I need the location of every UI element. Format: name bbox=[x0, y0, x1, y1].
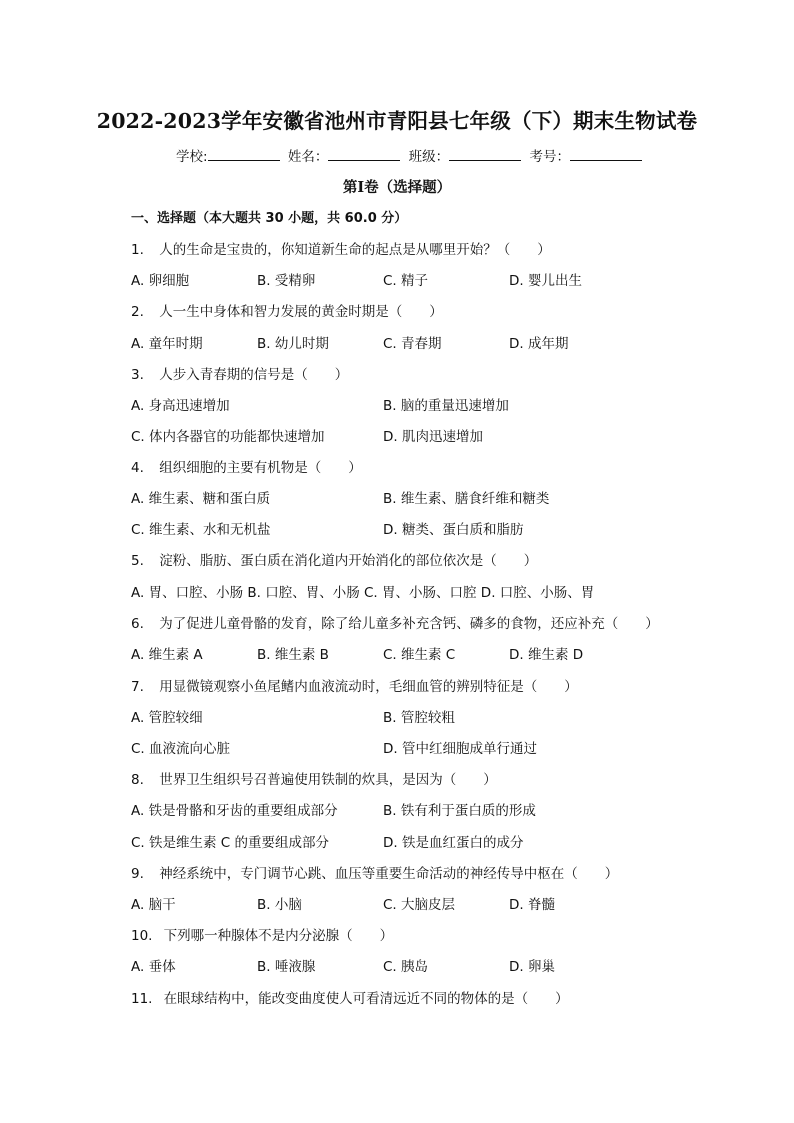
exam-number-label: 考号： bbox=[529, 149, 570, 165]
school-label: 学校: bbox=[176, 149, 208, 165]
class-label: 班级： bbox=[408, 149, 450, 165]
option-b[interactable]: B. 脑的重量迅速增加 bbox=[383, 398, 509, 414]
option-a[interactable]: A. 脑干 bbox=[131, 897, 176, 913]
option-a[interactable]: A. 身高迅速增加 bbox=[131, 398, 230, 414]
option-a[interactable]: A. 铁是骨骼和牙齿的重要组成部分 bbox=[131, 803, 338, 819]
option-d[interactable]: D. 肌肉迅速增加 bbox=[383, 429, 483, 445]
student-info bbox=[176, 145, 656, 165]
option-c[interactable]: C. 铁是维生素 C 的重要组成部分 bbox=[131, 835, 330, 851]
question-9: 9. 神经系统中，专门调节心跳、血压等重要生命活动的神经传导中枢在（ ） bbox=[131, 866, 619, 882]
option-a[interactable]: A. 管腔较细 bbox=[131, 710, 203, 726]
option-c[interactable]: C. 胰岛 bbox=[383, 959, 429, 975]
option-d[interactable]: D. 婴儿出生 bbox=[509, 273, 582, 289]
option-c[interactable]: C. 维生素 C bbox=[383, 647, 456, 663]
question-10: 10. 下列哪一种腺体不是内分泌腺（ ） bbox=[131, 928, 394, 944]
question-8: 8. 世界卫生组织号召普遍使用铁制的炊具，是因为（ ） bbox=[131, 772, 497, 788]
question-2: 2. 人一生中身体和智力发展的黄金时期是（ ） bbox=[131, 304, 443, 320]
question-5: 5. 淀粉、脂肪、蛋白质在消化道内开始消化的部位依次是（ ） bbox=[131, 553, 538, 569]
option-b[interactable]: B. 铁有利于蛋白质的形成 bbox=[383, 803, 536, 819]
option-b[interactable]: B. 维生素 B bbox=[257, 647, 329, 663]
option-a[interactable]: A. 垂体 bbox=[131, 959, 176, 975]
exam-title: 2022-2023学年安徽省池州市青阳县七年级（下）期末生物试卷 bbox=[96, 109, 698, 133]
question-1: 1. 人的生命是宝贵的，你知道新生命的起点是从哪里开始？（ ） bbox=[131, 242, 551, 258]
option-d[interactable]: D. 管中红细胞成单行通过 bbox=[383, 741, 537, 757]
option-c[interactable]: C. 血液流向心脏 bbox=[131, 741, 231, 757]
option-c[interactable]: C. 体内各器官的功能都快速增加 bbox=[131, 429, 325, 445]
option-b[interactable]: B. 唾液腺 bbox=[257, 959, 316, 975]
question-7: 7. 用显微镜观察小鱼尾鳍内血液流动时，毛细血管的辨别特征是（ ） bbox=[131, 679, 578, 695]
option-a[interactable]: A. 维生素 A bbox=[131, 647, 203, 663]
name-label: 姓名： bbox=[287, 149, 329, 165]
question-3: 3. 人步入青春期的信号是（ ） bbox=[131, 367, 349, 383]
option-d[interactable]: D. 卵巢 bbox=[509, 959, 555, 975]
option-d[interactable]: D. 脊髓 bbox=[509, 897, 555, 913]
option-a[interactable]: A. 维生素、糖和蛋白质 bbox=[131, 491, 271, 507]
option-b[interactable]: B. 受精卵 bbox=[257, 273, 316, 289]
name-blank[interactable] bbox=[328, 148, 400, 161]
school-blank[interactable] bbox=[208, 148, 280, 161]
option-b[interactable]: B. 管腔较粗 bbox=[383, 710, 455, 726]
part-header: 一、选择题（本大题共 30 小题，共 60.0 分） bbox=[131, 211, 408, 226]
section-title: 第Ⅰ卷（选择题） bbox=[342, 179, 452, 196]
option-c[interactable]: C. 精子 bbox=[383, 273, 429, 289]
option-a[interactable]: A. 卵细胞 bbox=[131, 273, 190, 289]
option-b[interactable]: B. 维生素、膳食纤维和糖类 bbox=[383, 491, 550, 507]
option-d[interactable]: D. 成年期 bbox=[509, 336, 569, 352]
question-4: 4. 组织细胞的主要有机物是（ ） bbox=[131, 460, 362, 476]
option-c[interactable]: C. 维生素、水和无机盐 bbox=[131, 522, 271, 538]
option-d[interactable]: D. 铁是血红蛋白的成分 bbox=[383, 835, 524, 851]
exam-number-blank[interactable] bbox=[570, 148, 642, 161]
option-d[interactable]: D. 糖类、蛋白质和脂肪 bbox=[383, 522, 524, 538]
option-c[interactable]: C. 大脑皮层 bbox=[383, 897, 456, 913]
question-6: 6. 为了促进儿童骨骼的发育，除了给儿童多补充含钙、磷多的食物，还应补充（ ） bbox=[131, 616, 659, 632]
option-b[interactable]: B. 幼儿时期 bbox=[257, 336, 329, 352]
option-a[interactable]: A. 童年时期 bbox=[131, 336, 203, 352]
options-inline[interactable]: A. 胃、口腔、小肠 B. 口腔、胃、小肠 C. 胃、小肠、口腔 D. 口腔、小肠、胃 bbox=[131, 585, 595, 601]
option-b[interactable]: B. 小脑 bbox=[257, 897, 302, 913]
class-blank[interactable] bbox=[449, 148, 521, 161]
option-c[interactable]: C. 青春期 bbox=[383, 336, 442, 352]
option-d[interactable]: D. 维生素 D bbox=[509, 647, 584, 663]
question-11: 11. 在眼球结构中，能改变曲度使人可看清远近不同的物体的是（ ） bbox=[131, 991, 569, 1007]
